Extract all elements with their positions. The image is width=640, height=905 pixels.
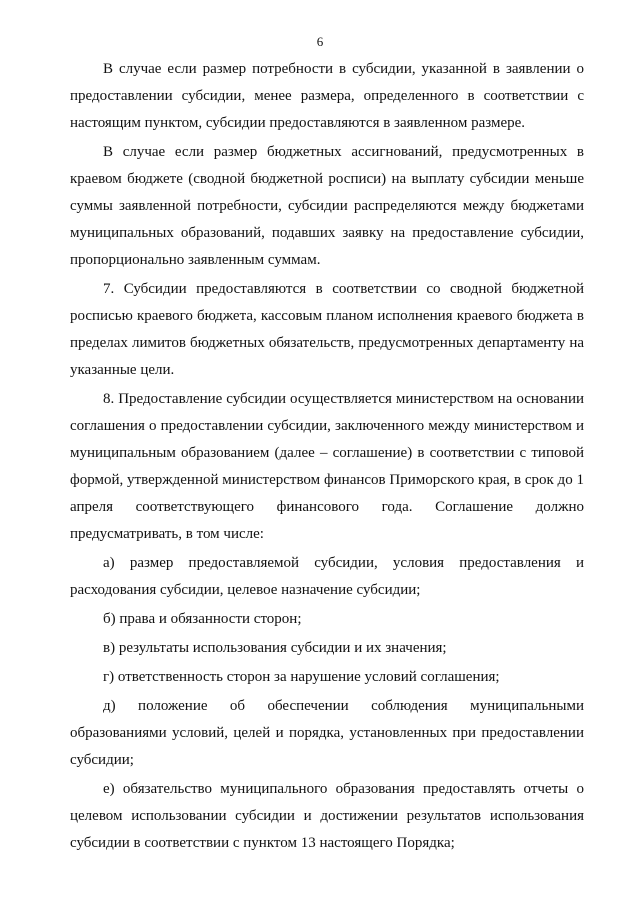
- list-item-e: е) обязательство муниципального образования предоставлять отчеты о целевом использовании субсидии и достижении результатов использования субсидии в соответствии с пунктом 13 настоящего Порядка;: [70, 781, 584, 851]
- list-item-g: г) ответственность сторон за нарушение условий соглашения;: [103, 669, 500, 685]
- list-item-d: д) положение об обеспечении соблюдения муниципальными образованиями условий, целей и порядка, установленных при предоставлении субсидии;: [70, 698, 584, 768]
- paragraph-item-7: 7. Субсидии предоставляются в соответствии со сводной бюджетной росписью краевого бюджета, кассовым планом исполнения краевого бюджета в пределах лимитов бюджетных обязательств, предусмотренных департаменту на указанные цели.: [70, 281, 584, 378]
- list-item-a: а) размер предоставляемой субсидии, условия предоставления и расходования субсидии, целевое назначение субсидии;: [70, 555, 584, 598]
- paragraph-subsidy-need: В случае если размер потребности в субсидии, указанной в заявлении о предоставлении субсидии, менее размера, определенного в соответствии с настоящим пунктом, субсидии предоставляются в заявленном размере.: [70, 61, 584, 131]
- document-body: [70, 56, 584, 857]
- page-number: 6: [316, 34, 324, 49]
- paragraph-budget-allocation: В случае если размер бюджетных ассигнований, предусмотренных в краевом бюджете (сводной бюджетной росписи) на выплату субсидии меньше суммы заявленной потребности, субсидии распределяются между бюджетами муниципальных образований, подавших заявку на предоставление субсидии, пропорционально заявленным суммам.: [70, 144, 584, 268]
- list-item-v: в) результаты использования субсидии и их значения;: [103, 640, 447, 656]
- list-item-b: б) права и обязанности сторон;: [103, 611, 302, 627]
- paragraph-item-8: 8. Предоставление субсидии осуществляется министерством на основании соглашения о предоставлении субсидии, заключенного между министерством и муниципальным образованием (далее – соглашение) в соответствии с типовой формой, утвержденной министерством финансов Приморского края, в срок до 1 апреля соответствующего финансового года. Соглашение должно предусматривать, в том числе:: [70, 391, 584, 542]
